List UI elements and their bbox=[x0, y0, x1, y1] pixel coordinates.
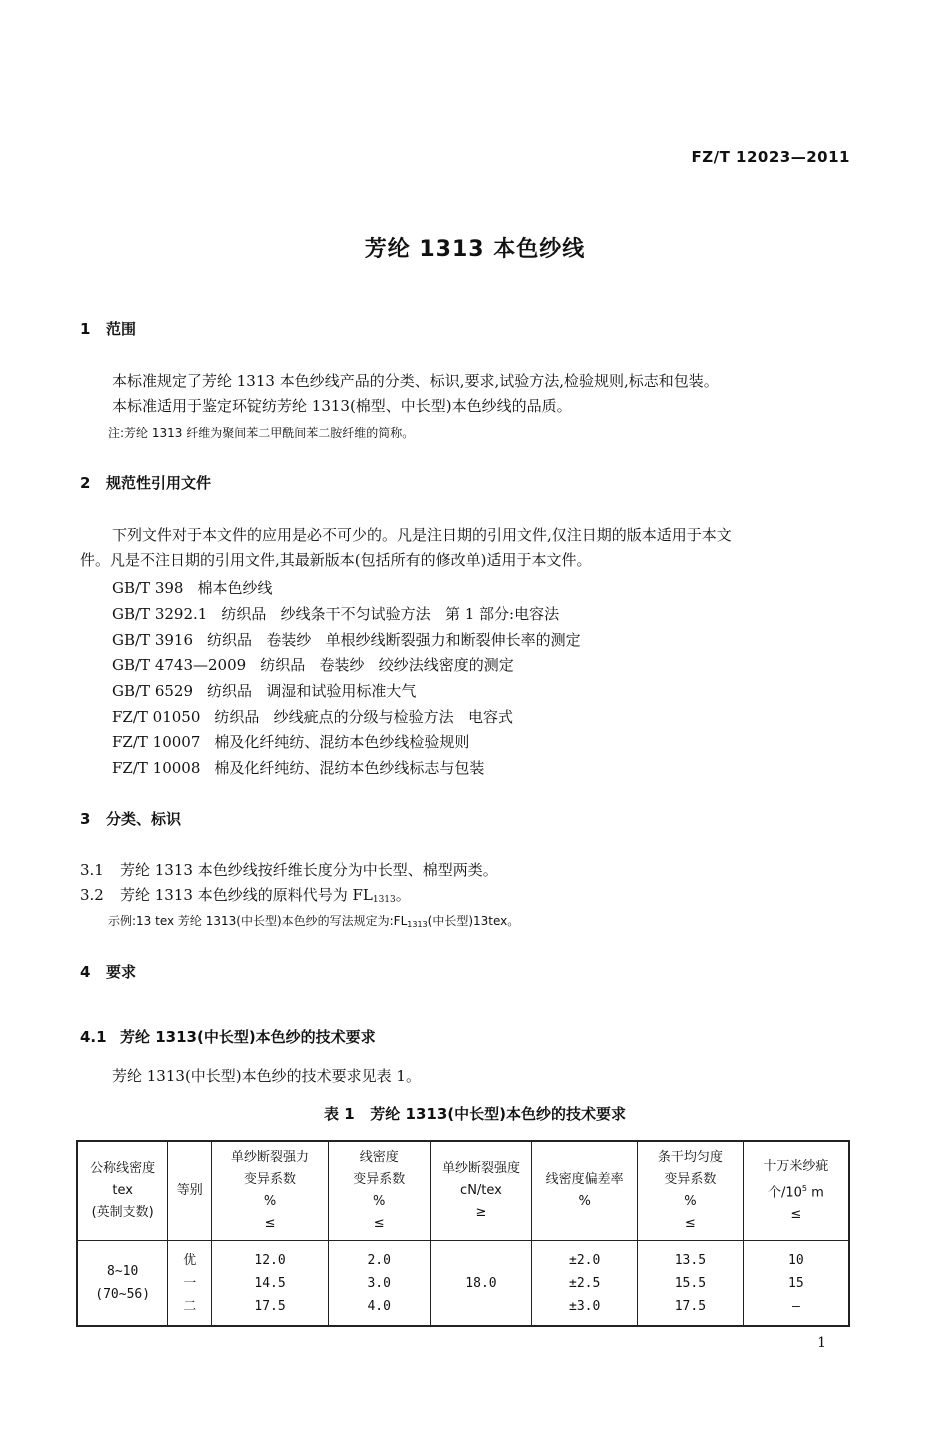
reference-title: 纺织品 纱线条干不匀试验方法 第 1 部分:电容法 bbox=[221, 605, 560, 623]
reference-item bbox=[112, 731, 469, 752]
cell-line: 17.5 bbox=[254, 1298, 286, 1314]
subscript: 1313 bbox=[407, 920, 428, 929]
clause-number: 3.1 bbox=[80, 861, 104, 879]
table-header-row bbox=[77, 1141, 849, 1241]
cell-grades bbox=[168, 1241, 212, 1327]
cell-strength-cv bbox=[212, 1241, 329, 1327]
section-number: 4 bbox=[80, 963, 91, 981]
paragraph: 件。凡是不注日期的引用文件,其最新版本(包括所有的修改单)适用于本文件。 bbox=[80, 551, 592, 569]
header-line: % bbox=[263, 1194, 277, 1209]
clause-number: 4.1 bbox=[80, 1028, 107, 1046]
cell-line: 12.0 bbox=[254, 1252, 286, 1268]
reference-code: FZ/T 10007 bbox=[112, 733, 201, 751]
cell-line: — bbox=[791, 1298, 800, 1314]
section-title: 要求 bbox=[106, 963, 137, 981]
example-text-end: (中长型)13tex。 bbox=[427, 914, 520, 928]
reference-code: FZ/T 01050 bbox=[112, 708, 201, 726]
header-density-deviation bbox=[532, 1141, 638, 1241]
cell-yarn-faults bbox=[743, 1241, 849, 1327]
section-title: 分类、标识 bbox=[106, 810, 182, 828]
cell-density bbox=[77, 1241, 168, 1327]
cell-line: 10 bbox=[788, 1252, 804, 1268]
header-tenacity bbox=[430, 1141, 532, 1241]
reference-title: 棉及化纤纯纺、混纺本色纱线检验规则 bbox=[214, 733, 470, 751]
header-yarn-faults bbox=[743, 1141, 849, 1241]
table-row bbox=[77, 1241, 849, 1327]
subscript: 1313 bbox=[372, 895, 396, 905]
cell-line: 一 bbox=[183, 1275, 197, 1291]
cell-line: ±2.5 bbox=[569, 1275, 601, 1291]
header-line: ≤ bbox=[264, 1216, 276, 1231]
reference-code: GB/T 3916 bbox=[112, 631, 194, 649]
reference-item bbox=[112, 654, 514, 675]
reference-code: GB/T 398 bbox=[112, 579, 184, 597]
reference-item bbox=[112, 757, 484, 778]
header-line: ≥ bbox=[475, 1205, 487, 1220]
cell-line: 17.5 bbox=[674, 1298, 707, 1314]
section-number: 1 bbox=[80, 320, 91, 338]
cell-line: 二 bbox=[183, 1298, 197, 1314]
reference-title: 纺织品 卷装纱 单根纱线断裂强力和断裂伸长率的测定 bbox=[207, 631, 581, 649]
clause-text: 芳纶 1313 本色纱线按纤维长度分为中长型、棉型两类。 bbox=[120, 861, 498, 879]
section-title: 范围 bbox=[106, 320, 137, 338]
section-title: 规范性引用文件 bbox=[106, 474, 212, 492]
cell-line: 15 bbox=[788, 1275, 804, 1291]
cell-line: 优 bbox=[183, 1252, 197, 1268]
clause-3-2 bbox=[80, 884, 411, 905]
reference-item bbox=[112, 577, 272, 598]
reference-item bbox=[112, 706, 513, 727]
cell-line: 18.0 bbox=[465, 1275, 497, 1291]
requirements-table bbox=[76, 1140, 850, 1327]
reference-code: GB/T 4743—2009 bbox=[112, 656, 247, 674]
reference-title: 纺织品 纱线疵点的分级与检验方法 电容式 bbox=[214, 708, 513, 726]
paragraph: 本标准规定了芳纶 1313 本色纱线产品的分类、标识,要求,试验方法,检验规则,标志和包装。 bbox=[112, 372, 719, 390]
clause-end: 。 bbox=[395, 886, 411, 904]
header-line: % bbox=[373, 1194, 386, 1209]
reference-item bbox=[112, 603, 559, 624]
clause-3-1 bbox=[80, 859, 498, 880]
header-line: ≤ bbox=[373, 1216, 385, 1231]
table-caption: 表 1 芳纶 1313(中长型)本色纱的技术要求 bbox=[323, 1105, 626, 1123]
reference-title: 纺织品 调湿和试验用标准大气 bbox=[207, 682, 417, 700]
example bbox=[108, 912, 519, 929]
header-line: (英制支数) bbox=[91, 1205, 154, 1220]
reference-title: 棉及化纤纯纺、混纺本色纱线标志与包装 bbox=[214, 759, 485, 777]
note: 注:芳纶 1313 纤维为聚间苯二甲酰间苯二胺纤维的简称。 bbox=[108, 426, 415, 440]
reference-code: GB/T 6529 bbox=[112, 682, 194, 700]
example-text: 示例:13 tex 芳纶 1313(中长型)本色纱的写法规定为:FL bbox=[108, 914, 408, 928]
reference-code: GB/T 3292.1 bbox=[112, 605, 208, 623]
header-line: 线密度 bbox=[359, 1150, 399, 1165]
standard-number: FZ/T 12023—2011 bbox=[691, 148, 850, 166]
section-4-heading bbox=[80, 961, 136, 982]
cell-evenness-cv bbox=[638, 1241, 744, 1327]
header-nominal-density bbox=[77, 1141, 168, 1241]
cell-line: ±2.0 bbox=[569, 1252, 601, 1268]
header-line: 公称线密度 bbox=[90, 1161, 156, 1176]
paragraph: 下列文件对于本文件的应用是必不可少的。凡是注日期的引用文件,仅注日期的版本适用于本文 bbox=[112, 526, 732, 544]
clause-title: 芳纶 1313(中长型)本色纱的技术要求 bbox=[120, 1028, 376, 1046]
page-number: 1 bbox=[817, 1335, 826, 1351]
clause-4-1-heading bbox=[80, 1026, 376, 1047]
clause-text: 芳纶 1313 本色纱线的原料代号为 FL bbox=[120, 886, 373, 904]
paragraph: 本标准适用于鉴定环锭纺芳纶 1313(棉型、中长型)本色纱线的品质。 bbox=[112, 397, 572, 415]
cell-line: 8~10 bbox=[107, 1264, 139, 1279]
reference-title: 纺织品 卷装纱 绞纱法线密度的测定 bbox=[260, 656, 514, 674]
cell-line: 13.5 bbox=[674, 1252, 707, 1268]
header-density-cv bbox=[328, 1141, 430, 1241]
cell-density-cv bbox=[328, 1241, 430, 1327]
header-evenness-cv bbox=[638, 1141, 744, 1241]
cell-density-deviation bbox=[532, 1241, 638, 1327]
reference-title: 棉本色纱线 bbox=[197, 579, 273, 597]
cell-line: 4.0 bbox=[367, 1298, 391, 1314]
section-number: 2 bbox=[80, 474, 91, 492]
section-number: 3 bbox=[80, 810, 91, 828]
clause-number: 3.2 bbox=[80, 886, 104, 904]
header-unit-end: m bbox=[806, 1185, 824, 1201]
section-2-heading bbox=[80, 472, 211, 493]
section-3-heading bbox=[80, 808, 181, 829]
header-line: % bbox=[578, 1194, 591, 1209]
header-line: ≤ bbox=[790, 1207, 802, 1223]
header-line: % bbox=[684, 1194, 697, 1209]
header-line: 等别 bbox=[176, 1183, 203, 1198]
reference-item bbox=[112, 680, 416, 701]
header-line: 单纱断裂强力 bbox=[231, 1150, 310, 1165]
header-line: tex bbox=[112, 1183, 133, 1198]
superscript: 5 bbox=[801, 1183, 807, 1193]
cell-line: 15.5 bbox=[674, 1275, 707, 1291]
cell-line: 2.0 bbox=[367, 1252, 391, 1268]
section-1-heading bbox=[80, 318, 136, 339]
cell-line: (70~56) bbox=[95, 1287, 151, 1302]
document-title: 芳纶 1313 本色纱线 bbox=[364, 237, 586, 262]
header-line: 变异系数 bbox=[353, 1172, 406, 1187]
header-line: 条干均匀度 bbox=[657, 1150, 723, 1165]
header-grade bbox=[168, 1141, 212, 1241]
cell-line: 3.0 bbox=[367, 1275, 391, 1291]
header-strength-cv bbox=[212, 1141, 329, 1241]
header-unit: 个/10 bbox=[767, 1185, 802, 1201]
header-line: 单纱断裂强度 bbox=[441, 1161, 520, 1176]
header-line: 线密度偏差率 bbox=[545, 1172, 624, 1187]
cell-tenacity bbox=[430, 1241, 532, 1327]
cell-line: 14.5 bbox=[254, 1275, 286, 1291]
header-line: cN/tex bbox=[460, 1183, 502, 1198]
cell-line: ±3.0 bbox=[569, 1298, 601, 1314]
header-line: 变异系数 bbox=[244, 1172, 297, 1187]
header-line: 变异系数 bbox=[664, 1172, 717, 1187]
header-line: 十万米纱疵 bbox=[763, 1158, 829, 1174]
reference-code: FZ/T 10008 bbox=[112, 759, 201, 777]
header-line bbox=[744, 1178, 848, 1204]
header-line: ≤ bbox=[684, 1216, 696, 1231]
reference-item bbox=[112, 629, 581, 650]
paragraph: 芳纶 1313(中长型)本色纱的技术要求见表 1。 bbox=[112, 1067, 421, 1085]
